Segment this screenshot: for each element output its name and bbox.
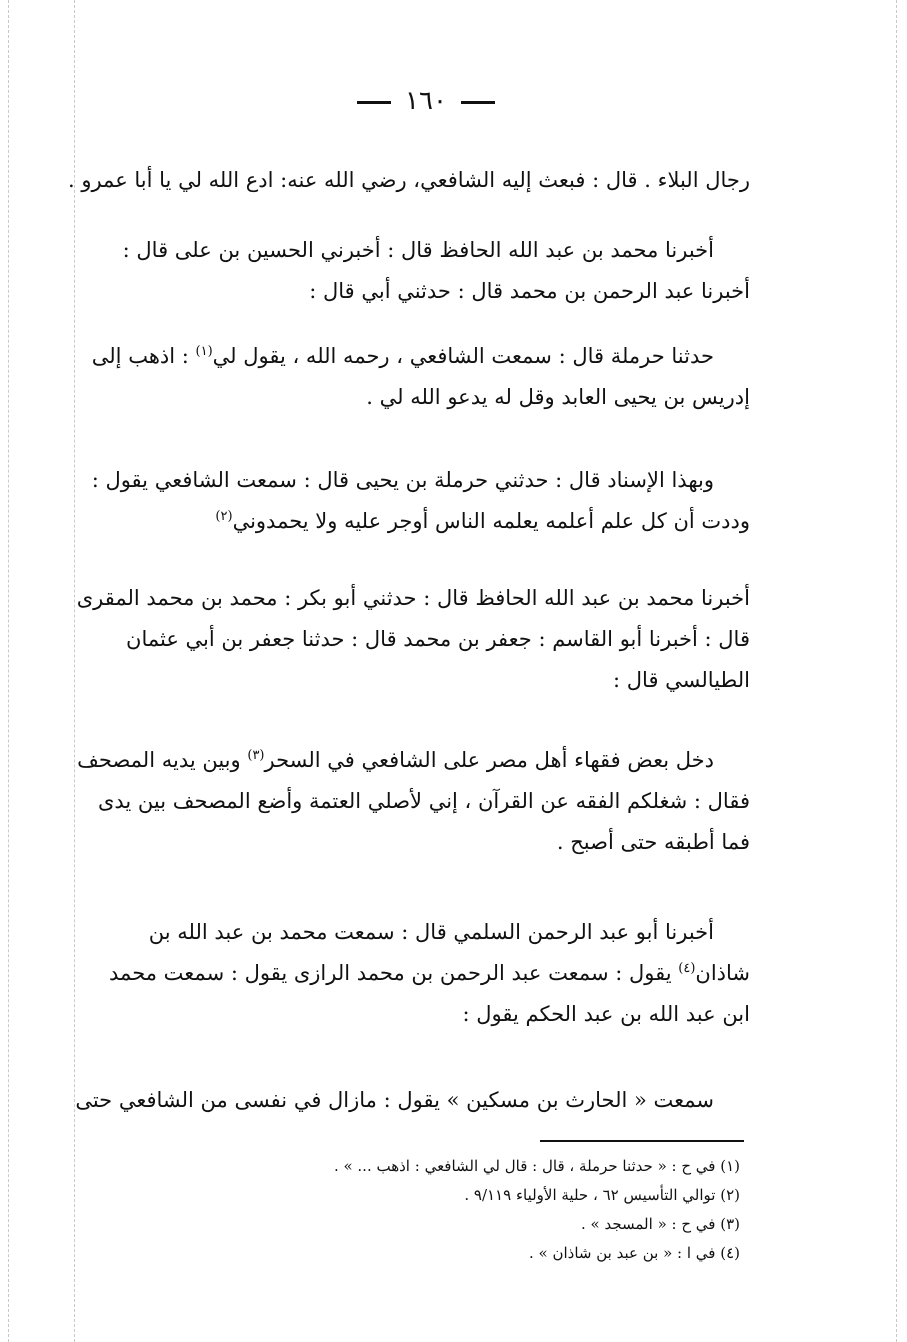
footnote-item: (٢) توالي التأسيس ٦٢ ، حلية الأولياء ٩/١١٩ . — [464, 1186, 740, 1204]
footnote-ref[interactable]: (٣) — [247, 748, 265, 763]
text-line: فقال : شغلكم الفقه عن القرآن ، إني لأصلي العتمة وأضع المصحف بين يدى — [97, 789, 750, 813]
footnotes — [150, 1152, 740, 1268]
page-number — [0, 86, 852, 116]
page-number-dash — [461, 101, 495, 104]
scan-edge-line — [8, 0, 9, 1342]
footnote-item: (٣) في ح : « المسجد » . — [580, 1215, 740, 1233]
footnote-divider — [540, 1140, 744, 1142]
paragraph-isnad-1 — [100, 230, 750, 312]
text-line: وبهذا الإسناد قال : حدثني حرملة بن يحيى قال : سمعت الشافعي يقول : — [91, 468, 714, 492]
scan-edge-line — [74, 0, 75, 1342]
footnote-item: (١) في ح : « حدثنا حرملة ، قال : قال لي الشافعي : اذهب ... » . — [333, 1157, 740, 1175]
text-line — [100, 953, 750, 994]
text-line: رجال البلاء . قال : فبعث إليه الشافعي، رضي الله عنه: ادع الله لي يا أبا عمرو . — [67, 168, 750, 192]
text-line — [100, 501, 750, 542]
text-line: أخبرنا أبو عبد الرحمن السلمي قال : سمعت محمد بن عبد الله بن — [148, 920, 714, 944]
text-line-start: حدثنا حرملة قال : سمعت الشافعي ، رحمه الله ، يقول لي — [212, 344, 714, 368]
text-line: فما أطبقه حتى أصبح . — [556, 830, 750, 854]
text-line: إدريس بن يحيى العابد وقل له يدعو الله لي . — [366, 385, 750, 409]
text-line-end: يقول : سمعت عبد الرحمن بن محمد الرازى يقول : سمعت محمد — [109, 961, 672, 985]
paragraph-harmala — [91, 336, 750, 418]
page-number-dash — [357, 101, 391, 104]
paragraph-sahar — [77, 740, 750, 863]
text-line: أخبرنا محمد بن عبد الله الحافظ قال : حدثني أبو بكر : محمد بن محمد المقرى — [76, 586, 750, 610]
paragraph-isnad-3 — [76, 578, 750, 701]
text-line — [77, 740, 750, 781]
text-line-end: وبين يديه المصحف — [77, 748, 241, 772]
page-number-text: ١٦٠ — [405, 86, 447, 116]
footnote-ref[interactable]: (١) — [195, 344, 213, 359]
paragraph-isnad-4 — [100, 912, 750, 1035]
text-line-start: وددت أن كل علم أعلمه يعلمه الناس أوجر عليه ولا يحمدوني — [232, 509, 750, 533]
footnote-ref[interactable]: (٢) — [215, 509, 233, 524]
text-line: قال : أخبرنا أبو القاسم : جعفر بن محمد قال : حدثنا جعفر بن أبي عثمان — [126, 627, 750, 651]
text-line: سمعت « الحارث بن مسكين » يقول : مازال في نفسى من الشافعي حتى — [75, 1088, 714, 1112]
text-line: أخبرنا عبد الرحمن بن محمد قال : حدثني أبي قال : — [309, 279, 750, 303]
text-line: ابن عبد الله بن عبد الحكم يقول : — [462, 1002, 750, 1026]
text-line-start: دخل بعض فقهاء أهل مصر على الشافعي في السحر — [264, 748, 714, 772]
text-line: أخبرنا محمد بن عبد الله الحافظ قال : أخبرني الحسين بن على قال : — [122, 238, 714, 262]
scan-edge-line — [896, 0, 897, 1342]
footnote-item: (٤) في ا : « بن عبد بن شاذان » . — [528, 1244, 740, 1262]
paragraph-harith — [75, 1080, 750, 1121]
paragraph-continuation — [67, 160, 750, 201]
text-line-start: شاذان — [695, 961, 750, 985]
paragraph-isnad-2 — [91, 460, 750, 542]
text-line — [91, 336, 750, 377]
text-line-end: : اذهب إلى — [91, 344, 189, 368]
text-line: الطيالسي قال : — [613, 668, 750, 692]
footnote-ref[interactable]: (٤) — [678, 961, 696, 976]
